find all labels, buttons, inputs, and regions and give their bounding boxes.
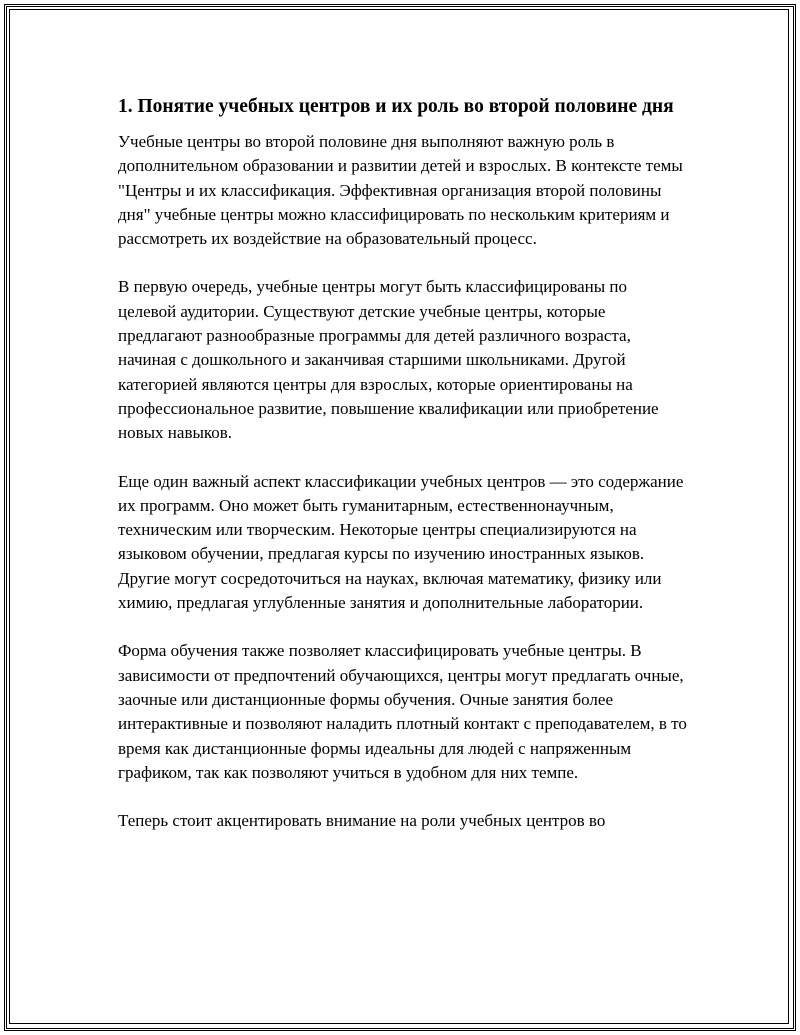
section-heading: 1. Понятие учебных центров и их роль во второй половине дня [118, 96, 674, 117]
paragraph-1: Учебные центры во второй половине дня выполняют важную роль в дополнительном образовании и развитии детей и взрослых. В контексте темы "Центры и их классификация. Эффективная организация второй половины дня" учебные центры можно классифицировать по нескольким критериям и рассмотреть их воздействие на образовательный процесс. [118, 132, 683, 249]
paragraph-4: Форма обучения также позволяет классифицировать учебные центры. В зависимости от предпочтений обучающихся, центры могут предлагать очные, заочные или дистанционные формы обучения. Очные занятия более интерактивные и позволяют наладить плотный контакт с преподавателем, в то время как дистанционные формы идеальны для людей с напряженным графиком, так как позволяют учиться в удобном для них темпе. [118, 641, 687, 782]
document-body [118, 94, 688, 857]
paragraph-2: В первую очередь, учебные центры могут быть классифицированы по целевой аудитории. Существуют детские учебные центры, которые предлагают разнообразные программы для детей различного возраста, начиная с дошкольного и заканчивая старшими школьниками. Другой категорией являются центры для взрослых, которые ориентированы на профессиональное развитие, повышение квалификации или приобретение новых навыков. [118, 277, 659, 443]
paragraph-5: Теперь стоит акцентировать внимание на роли учебных центров во [118, 811, 606, 831]
paragraph-3: Еще один важный аспект классификации учебных центров — это содержание их программ. Оно может быть гуманитарным, естественнонаучным, техническим или творческим. Некоторые центры специализируются на языковом обучении, предлагая курсы по изучению иностранных языков. Другие могут сосредоточиться на науках, включая математику, физику или химию, предлагая углубленные занятия и дополнительные лаборатории. [118, 471, 684, 613]
